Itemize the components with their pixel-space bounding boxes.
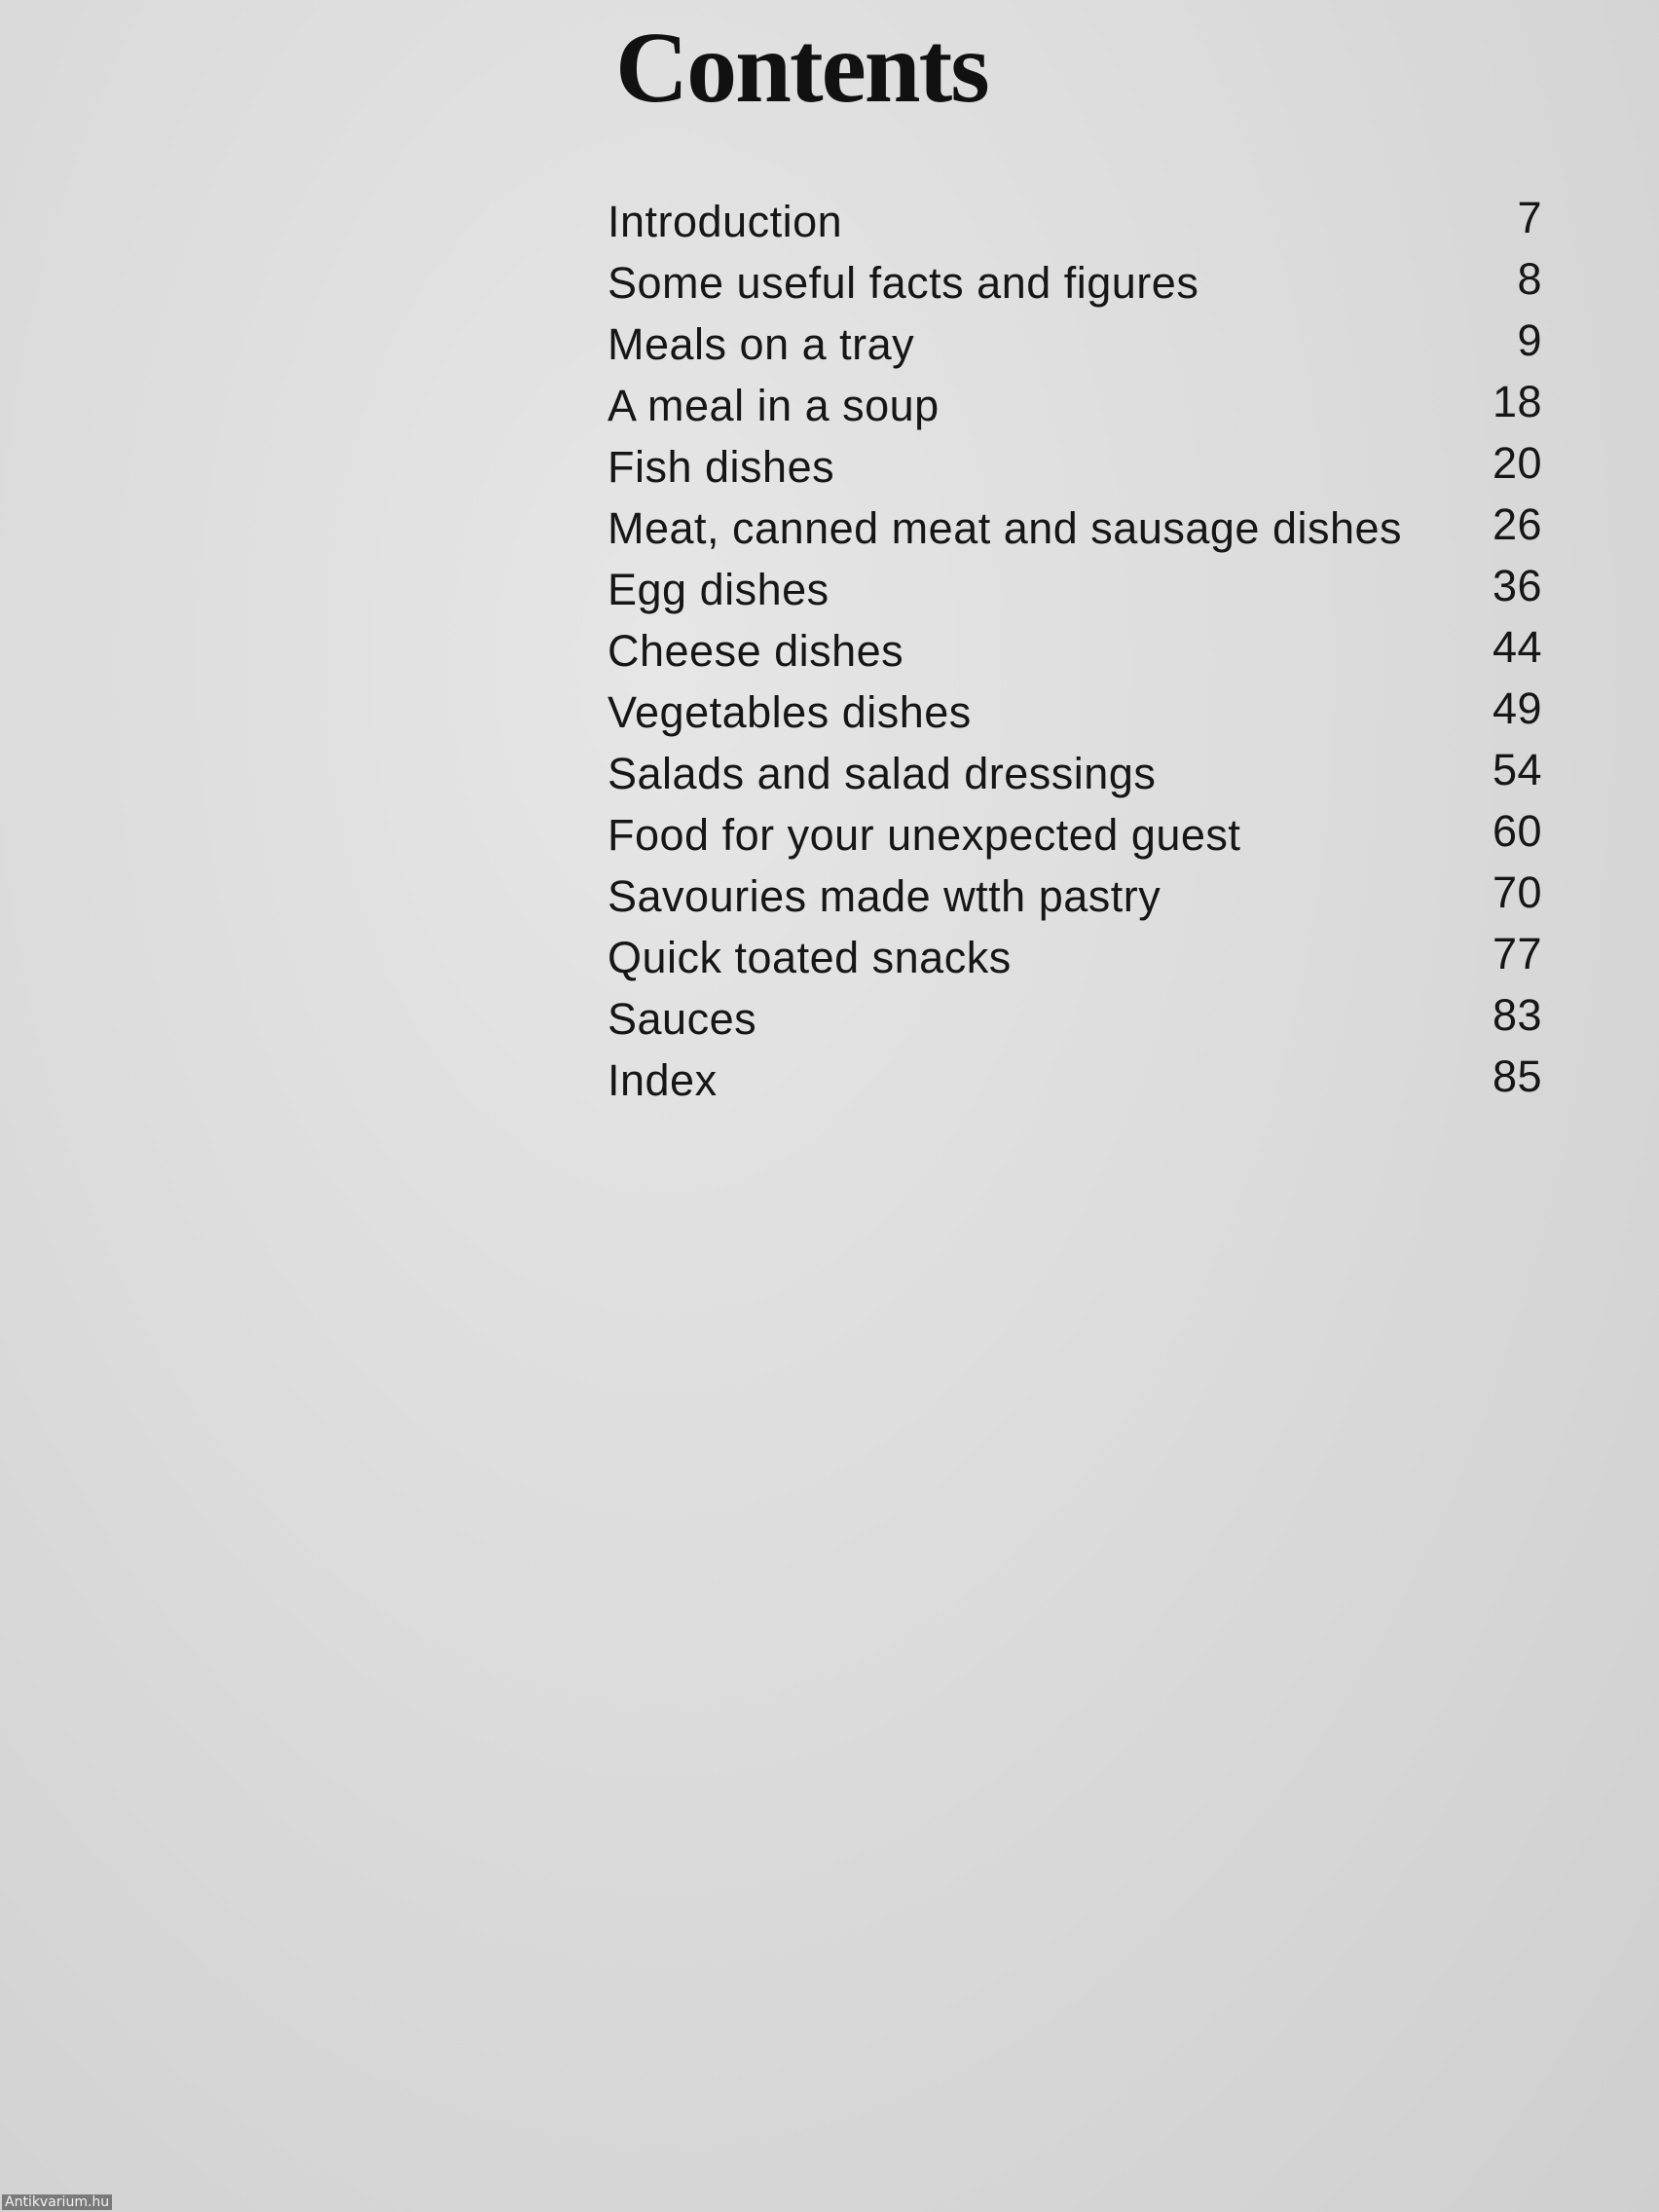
toc-entry <box>608 927 1542 988</box>
toc-entry <box>608 436 1542 498</box>
toc-entry <box>608 375 1542 436</box>
toc-entry-title: Cheese dishes <box>608 626 904 676</box>
toc-entry-title: Fish dishes <box>608 442 835 492</box>
page-title: Contents <box>615 12 988 124</box>
toc-entry-page: 54 <box>1492 745 1542 794</box>
toc-entry-title: Quick toated snacks <box>608 933 1012 982</box>
toc-entry-title: Meat, canned meat and sausage dishes <box>608 503 1403 553</box>
toc-entry-page: 7 <box>1517 193 1542 242</box>
toc-entry-title: Salads and salad dressings <box>608 749 1157 798</box>
table-of-contents <box>608 191 1542 1111</box>
toc-entry-page: 70 <box>1492 867 1542 917</box>
toc-entry-title: Introduction <box>608 197 843 246</box>
toc-entry <box>608 1050 1542 1111</box>
toc-entry <box>608 804 1542 866</box>
toc-entry-title: Egg dishes <box>608 565 830 614</box>
toc-entry <box>608 252 1542 313</box>
toc-entry <box>608 988 1542 1050</box>
watermark: Antikvarium.hu <box>2 2194 112 2210</box>
toc-entry <box>608 559 1542 620</box>
toc-entry <box>608 682 1542 743</box>
toc-entry <box>608 743 1542 804</box>
toc-entry-page: 60 <box>1492 806 1542 856</box>
toc-entry-page: 83 <box>1492 990 1542 1040</box>
toc-entry-page: 26 <box>1492 499 1542 549</box>
toc-entry-title: Some useful facts and figures <box>608 258 1199 308</box>
toc-entry-page: 9 <box>1517 315 1542 365</box>
toc-entry-title: Vegetables dishes <box>608 687 972 737</box>
toc-entry-title: Index <box>608 1055 718 1105</box>
toc-entry <box>608 498 1542 559</box>
toc-entry-page: 8 <box>1517 254 1542 304</box>
toc-entry-page: 85 <box>1492 1051 1542 1101</box>
toc-entry-page: 18 <box>1492 377 1542 426</box>
toc-entry-title: Food for your unexpected guest <box>608 810 1241 860</box>
toc-entry <box>608 191 1542 252</box>
toc-entry <box>608 866 1542 927</box>
toc-entry-title: Meals on a tray <box>608 319 915 369</box>
toc-entry-page: 49 <box>1492 683 1542 733</box>
toc-entry <box>608 313 1542 375</box>
toc-entry-page: 44 <box>1492 622 1542 672</box>
toc-entry-title: Sauces <box>608 994 757 1044</box>
toc-entry-title: A meal in a soup <box>608 381 940 430</box>
toc-entry-page: 36 <box>1492 561 1542 610</box>
toc-entry-page: 77 <box>1492 929 1542 978</box>
toc-entry-page: 20 <box>1492 438 1542 488</box>
toc-entry-title: Savouries made wtth pastry <box>608 871 1161 921</box>
toc-entry <box>608 620 1542 682</box>
